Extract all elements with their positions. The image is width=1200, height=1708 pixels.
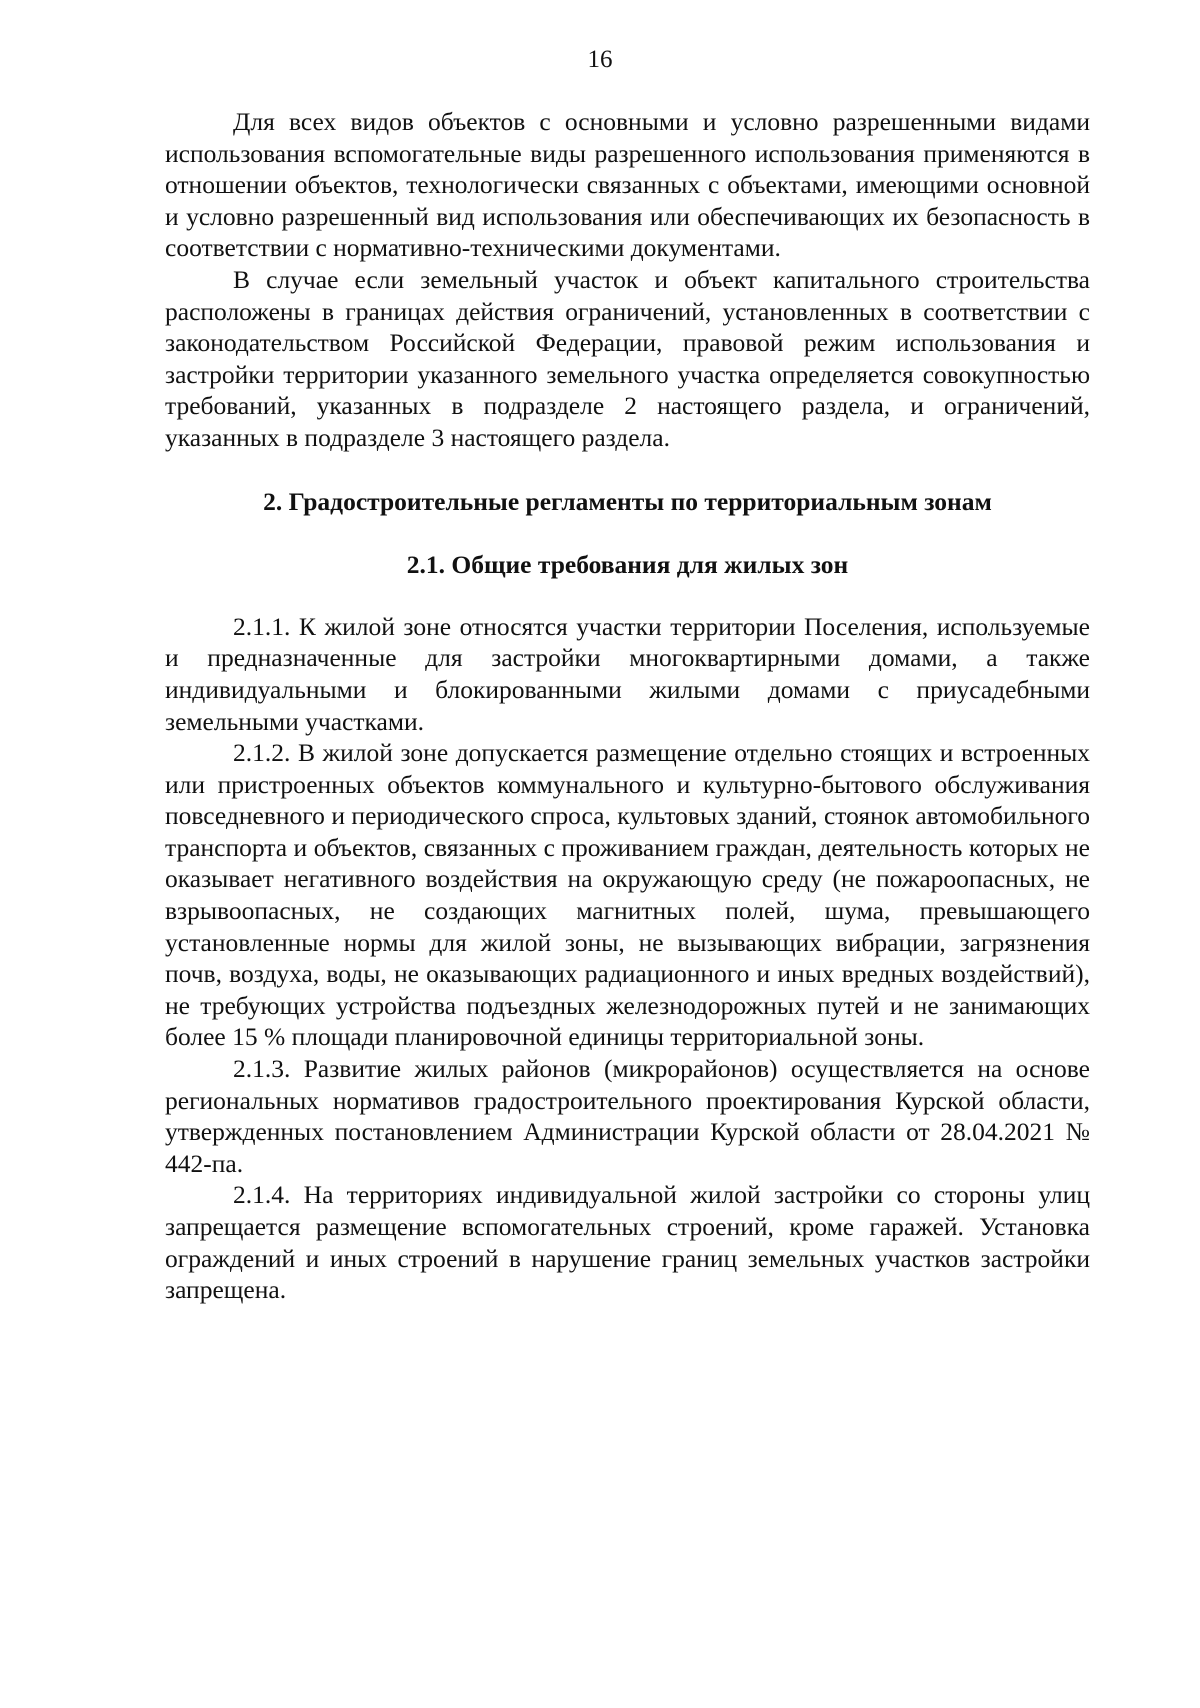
paragraph-auxiliary-uses: Для всех видов объектов с основными и условно разрешенными видами использования вспомогательные виды разрешенного использования применяются в отношении объектов, технологически связанных с объектами, имеющими основной и условно разрешенный вид использования или обеспечивающих их безопасность в соответствии с нормативно-техническими документами.: [165, 107, 1090, 263]
paragraph-restrictions: В случае если земельный участок и объект капитального строительства расположены в границах действия ограничений, установленных в соответствии с законодательством Российской Федерации, правовой режим использования и застройки территории указанного земельного участка определяется совокупностью требований, указанных в подразделе 2 настоящего раздела, и ограничений, указанных в подразделе 3 настоящего раздела.: [165, 264, 1090, 452]
page-content: [165, 106, 1090, 1306]
clause-2-1-1: 2.1.1. К жилой зоне относятся участки территории Поселения, используемые и предназначенные для застройки многоквартирными домами, а также индивидуальными и блокированными жилыми домами с приусадебными земельными участками.: [165, 611, 1090, 736]
page-number: 16: [587, 46, 613, 73]
subsection-heading: 2.1. Общие требования для жилых зон: [406, 550, 849, 580]
clause-2-1-2: 2.1.2. В жилой зоне допускается размещение отдельно стоящих и встроенных или пристроенных объектов коммунального и культурно-бытового обслуживания повседневного и периодического спроса, культовых зданий, стоянок автомобильного транспорта и объектов, связанных с проживанием граждан, деятельность которых не оказывает негативного воздействия на окружающую среду (не пожароопасных, не взрывоопасных, не создающих магнитных полей, шума, превышающего установленные нормы для жилой зоны, не вызывающих вибрации, загрязнения почв, воздуха, воды, не оказывающих радиационного и иных вредных воздействий), не требующих устройства подъездных железнодорожных путей и не занимающих более 15 % площади планировочной единицы территориальной зоны.: [165, 738, 1090, 1052]
clause-2-1-3: 2.1.3. Развитие жилых районов (микрорайонов) осуществляется на основе региональных нормативов градостроительного проектирования Курской области, утвержденных постановлением Администрации Курской области от 28.04.2021 № 442-па.: [165, 1054, 1090, 1178]
section-heading: 2. Градостроительные регламенты по территориальным зонам: [263, 486, 992, 516]
clause-2-1-4: 2.1.4. На территориях индивидуальной жилой застройки со стороны улиц запрещается размещение вспомогательных строений, кроме гаражей. Установка ограждений и иных строений в нарушение границ земельных участков застройки запрещена.: [165, 1180, 1090, 1305]
